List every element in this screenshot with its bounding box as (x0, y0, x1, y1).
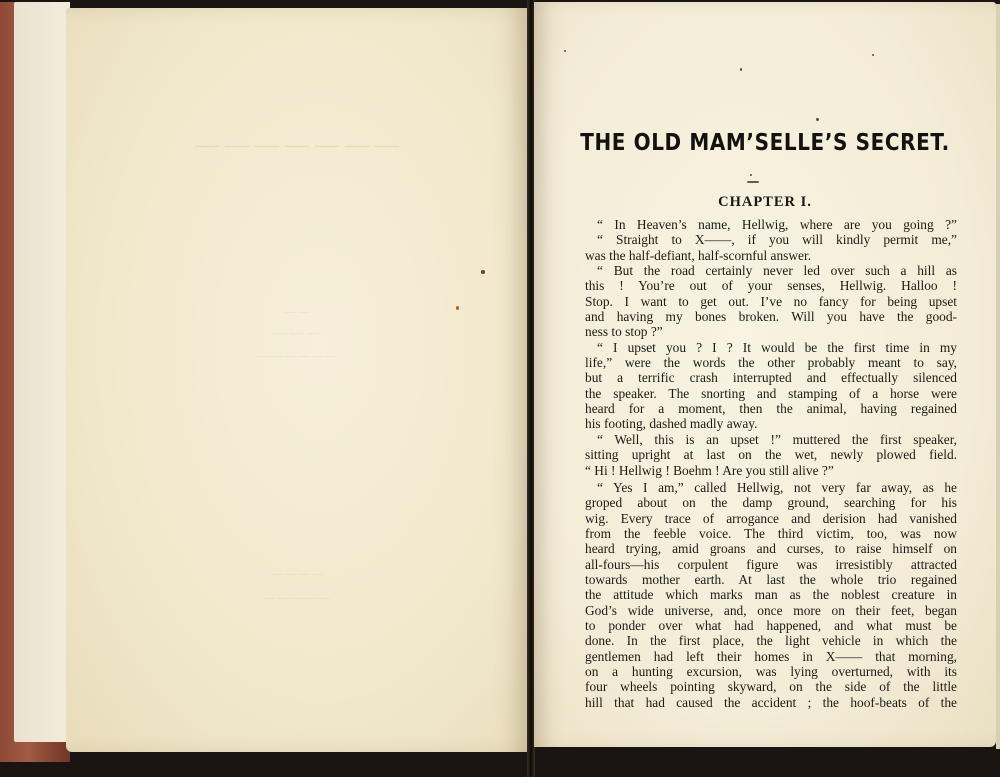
show-through-byline: — — (284, 306, 310, 318)
show-through-title: — — — — — — — (195, 132, 399, 158)
body-line: life,” were the words the other probably meant to say, (585, 355, 957, 371)
show-through-imprint: — — — — (270, 568, 324, 580)
body-line: “ I upset you ? I ? It would be the first time in my (597, 339, 957, 355)
body-line: “ Straight to X——, if you will kindly permit me,” (597, 232, 957, 248)
body-line: “ Hi ! Hellwig ! Boehm ! Are you still alive ?” (585, 462, 834, 478)
right-page (534, 2, 996, 747)
show-through-publisher: — — — — — (264, 592, 330, 604)
body-line: this ! You’re out of your senses, Hellwig. Halloo ! (585, 278, 957, 294)
body-line: from the feeble voice. The third victim, too, was now (585, 525, 957, 541)
body-line: the speaker. The snorting and stamping of a horse were (585, 385, 957, 401)
body-line: heard trying, amid groans and curses, to raise himself on (585, 541, 957, 557)
left-page (66, 8, 528, 752)
body-line: the attitude which marks man as the noblest creature in (585, 587, 957, 603)
chapter-body-text (585, 217, 957, 710)
paper-speck (740, 68, 742, 71)
paper-speck (750, 174, 752, 176)
body-line: done. In the first place, the light vehicle in which the (585, 633, 957, 649)
body-line: four wheels pointing skyward, on the side of the little (585, 679, 957, 695)
body-line: his footing, dashed madly away. (585, 416, 758, 432)
foxing-spot (456, 306, 459, 310)
chapter-heading: CHAPTER I. (718, 194, 812, 210)
body-line: ness to stop ?” (585, 324, 663, 340)
paper-speck (816, 118, 819, 121)
body-line: God’s wide universe, and, once more on their feet, began (585, 602, 957, 618)
foxing-spot (481, 270, 485, 274)
book-title: THE OLD MAM’SELLE’S SECRET. (580, 128, 950, 156)
paper-speck (872, 54, 874, 56)
body-line: Stop. I want to get out. I’ve no fancy for being upset (585, 293, 957, 309)
body-line: sitting upright at last on the wet, newly plowed field. (585, 447, 957, 463)
body-line: heard for a moment, then the animal, having regained (585, 401, 957, 417)
body-line: groped about on the damp ground, searching for his (585, 495, 957, 511)
body-line: to ponder over what had happened, and what must be (585, 617, 957, 633)
body-line: hill that had caused the accident ; the hoof-beats of the (585, 694, 957, 710)
body-line: and having my bones broken. Will you have the good- (585, 309, 957, 325)
endpaper (14, 2, 70, 742)
body-line: “ But the road certainly never led over such a hill as (597, 263, 957, 279)
body-line: wig. Every trace of arrogance and derision had vanished (585, 510, 957, 526)
body-line: all-fours—his corpulent figure was irresistibly attracted (585, 556, 957, 572)
body-line: gentlemen had left their homes in X—— that morning, (585, 648, 957, 664)
show-through-translator: — — — — — — (257, 350, 337, 362)
body-line: “ Yes I am,” called Hellwig, not very far away, as he (597, 479, 957, 495)
page-edge (996, 4, 1000, 749)
body-line: on a hunting excursion, was lying overturned, with its (585, 663, 957, 679)
body-line: was the half-defiant, half-scornful answer. (585, 247, 812, 263)
body-line: “ In Heaven’s name, Hellwig, where are you going ?” (597, 217, 957, 232)
body-line: towards mother earth. At last the whole trio regained (585, 571, 957, 587)
title-ornament (747, 181, 759, 183)
show-through-author: — — — (272, 326, 322, 341)
paper-speck (564, 50, 566, 52)
body-line: “ Well, this is an upset !” muttered the first speaker, (597, 431, 957, 447)
body-line: but a terrific crash interrupted and effectually silenced (585, 370, 957, 386)
